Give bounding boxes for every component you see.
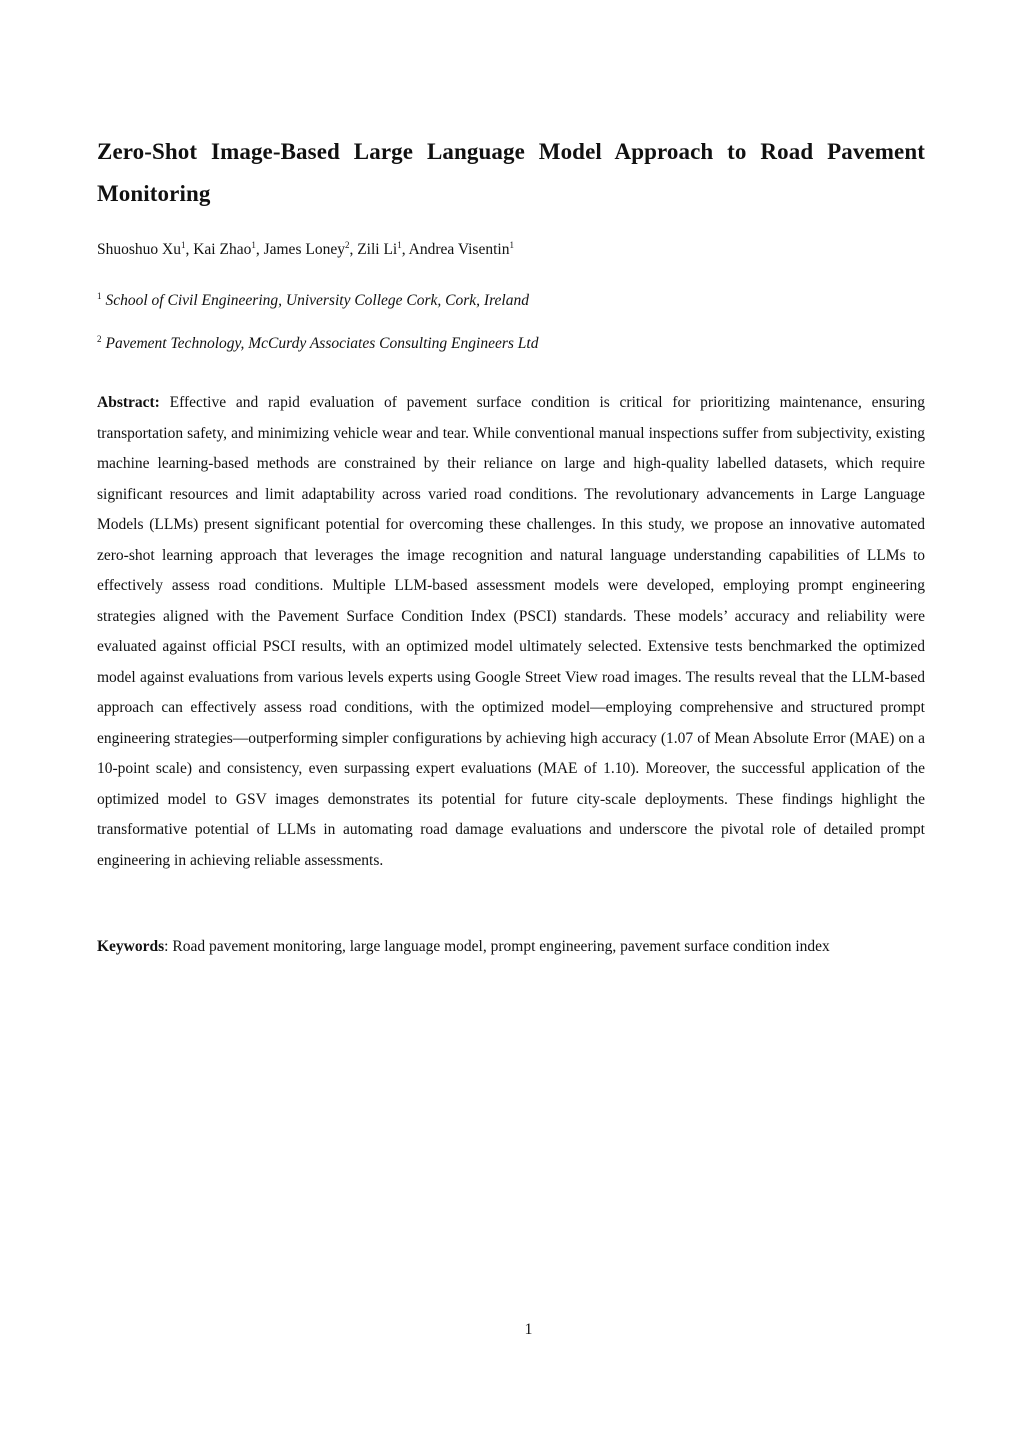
author-separator: , (401, 241, 409, 258)
author-list (97, 238, 925, 262)
author-name: Shuoshuo Xu (97, 241, 181, 258)
author-affiliation-mark: 1 (397, 240, 402, 250)
affiliation-number: 2 (97, 334, 102, 344)
affiliation (97, 289, 925, 313)
author-separator: , (255, 241, 264, 258)
author-affiliation-mark: 1 (180, 240, 186, 250)
author-name: Kai Zhao (193, 241, 252, 258)
author-name: Andrea Visentin (408, 241, 510, 258)
author-name: Zili Li (357, 241, 398, 258)
author-separator: , (349, 241, 358, 258)
keywords (97, 935, 925, 959)
affiliation-number: 1 (97, 291, 102, 301)
affiliation (97, 332, 925, 356)
paper-title: Zero-Shot Image-Based Large Language Model Approach to Road Pavement Monitoring (97, 139, 925, 206)
abstract-text: Effective and rapid evaluation of pavement surface condition is critical for prioritizing maintenance, ensuring transportation safety, and minimizing vehicle wear and tear. While conventional manual inspections suffer from subjectivity, existing machine learning-based methods are constrained by their reliance on large and high-quality labelled datasets, which require significant resources and limit adaptability across varied road conditions. The revolutionary advancements in Large Language Models (LLMs) present significant potential for overcoming these challenges. In this study, we propose an innovative automated zero-shot learning approach that leverages the image recognition and natural language understanding capabilities of LLMs to effectively assess road conditions. Multiple LLM-based assessment models were developed, employing prompt engineering strategies aligned with the Pavement Surface Condition Index (PSCI) standards. These models’ accuracy and reliability were evaluated against official PSCI results, with an optimized model ultimately selected. Extensive tests benchmarked the optimized model against evaluations from various levels experts using Google Street View road images. The results reveal that the LLM-based approach can effectively assess road conditions, with the optimized model—employing comprehensive and structured prompt engineering strategies—outperforming simpler configurations by achieving high accuracy (1.07 of Mean Absolute Error (MAE) on a 10-point scale) and consistency, even surpassing expert evaluations (MAE of 1.10). Moreover, the successful application of the optimized model to GSV images demonstrates its potential for future city-scale deployments. These findings highlight the transformative potential of LLMs in automating road damage evaluations and underscore the pivotal role of detailed prompt engineering in achieving reliable assessments. (97, 394, 926, 869)
keywords-text: : Road pavement monitoring, large language model, prompt engineering, pavement surface condition index (164, 938, 830, 955)
author-separator: , (185, 241, 194, 258)
author-name: James Loney (263, 241, 345, 258)
author-affiliation-mark: 1 (251, 240, 256, 250)
author-affiliation-mark: 2 (344, 240, 350, 250)
author-affiliation-mark: 1 (509, 240, 514, 250)
abstract-label: Abstract: (97, 394, 160, 411)
keywords-label: Keywords (97, 938, 165, 955)
affiliation-text: Pavement Technology, McCurdy Associates Consulting Engineers Ltd (105, 335, 539, 352)
abstract (97, 388, 925, 876)
page-number: 1 (524, 1321, 533, 1338)
affiliation-text: School of Civil Engineering, University College Cork, Cork, Ireland (105, 292, 529, 309)
